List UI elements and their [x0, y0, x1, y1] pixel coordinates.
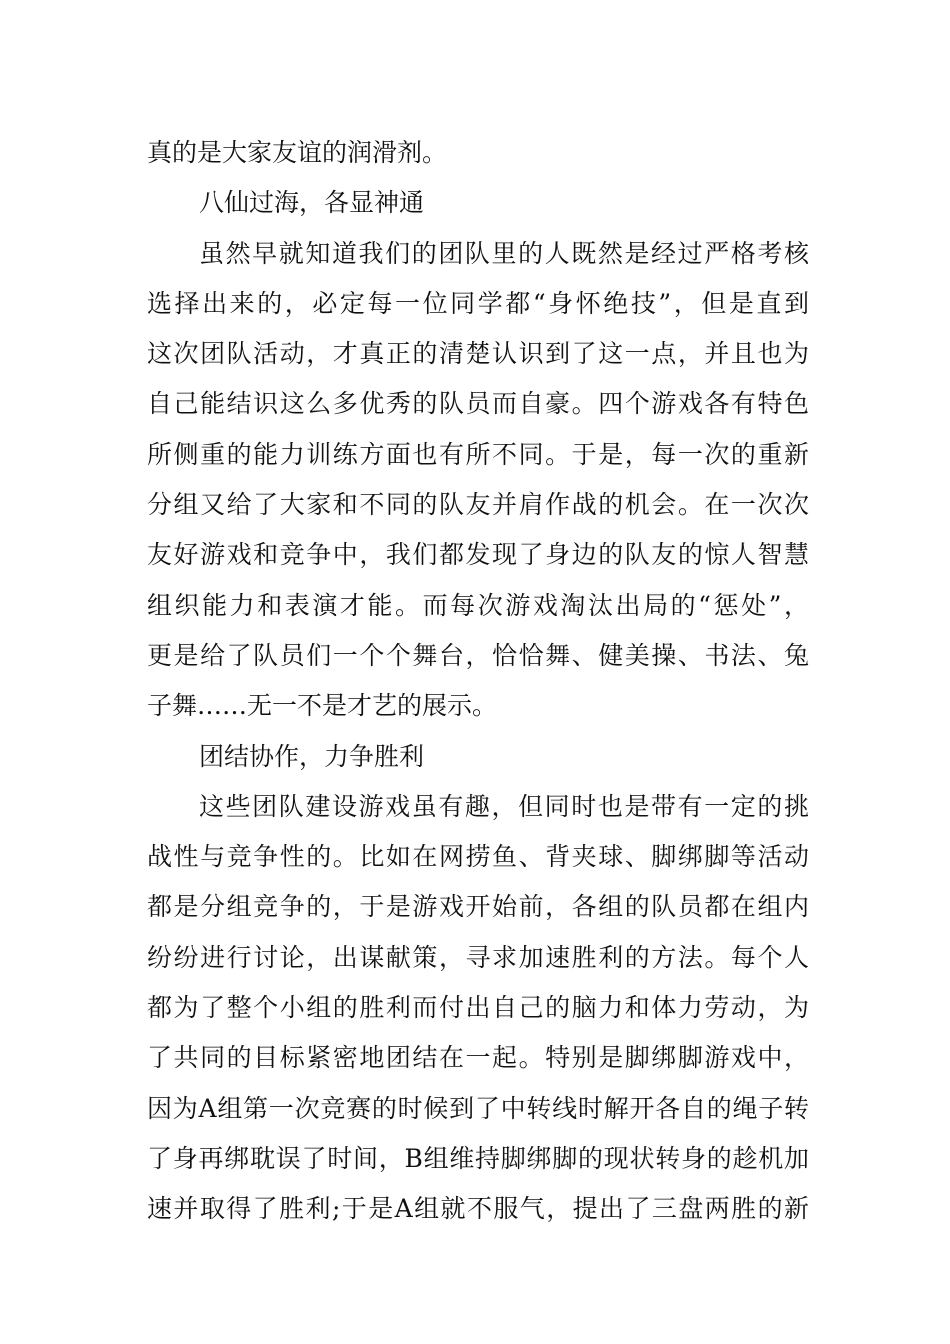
text-line: 团结协作，力争胜利	[199, 741, 425, 771]
text-line: 子舞……无一不是才艺的展示。	[147, 691, 498, 721]
text-line: 八仙过海，各显神通	[199, 188, 425, 218]
text-line: 真的是大家友谊的润滑剂。	[147, 138, 448, 167]
text-line: 这次团队活动，才真正的清楚认识到了这一点，并且也为	[147, 339, 809, 369]
body-text	[147, 128, 809, 1235]
text-line: 分组又给了大家和不同的队友并肩作战的机会。在一次次	[147, 490, 809, 520]
text-line: 虽然早就知道我们的团队里的人既然是经过严格考核	[199, 238, 809, 268]
text-line: 选择出来的，必定每一位同学都“身怀绝技”，但是直到	[147, 288, 809, 318]
text-line: 这些团队建设游戏虽有趣，但同时也是带有一定的挑	[199, 791, 809, 821]
text-line: 组织能力和表演才能。而每次游戏淘汰出局的“惩处”，	[147, 590, 809, 620]
text-line: 了共同的目标紧密地团结在一起。特别是脚绑脚游戏中，	[147, 1043, 809, 1073]
text-line: 战性与竞争性的。比如在网捞鱼、背夹球、脚绑脚等活动	[147, 842, 809, 872]
text-line: 因为A组第一次竞赛的时候到了中转线时解开各自的绳子转	[147, 1093, 809, 1123]
text-line: 都是分组竞争的，于是游戏开始前，各组的队员都在组内	[147, 892, 809, 922]
text-line: 更是给了队员们一个个舞台，恰恰舞、健美操、书法、兔	[147, 640, 809, 670]
text-line: 速并取得了胜利;于是A组就不服气，提出了三盘两胜的新	[147, 1194, 809, 1224]
text-line: 纷纷进行讨论，出谋献策，寻求加速胜利的方法。每个人	[147, 942, 809, 972]
text-line: 了身再绑耽误了时间，B组维持脚绑脚的现状转身的趁机加	[147, 1143, 809, 1173]
text-line: 自己能结识这么多优秀的队员而自豪。四个游戏各有特色	[147, 389, 809, 419]
text-line: 都为了整个小组的胜利而付出自己的脑力和体力劳动，为	[147, 993, 809, 1023]
text-line: 友好游戏和竞争中，我们都发现了身边的队友的惊人智慧	[147, 540, 809, 570]
text-line: 所侧重的能力训练方面也有所不同。于是，每一次的重新	[147, 439, 809, 469]
